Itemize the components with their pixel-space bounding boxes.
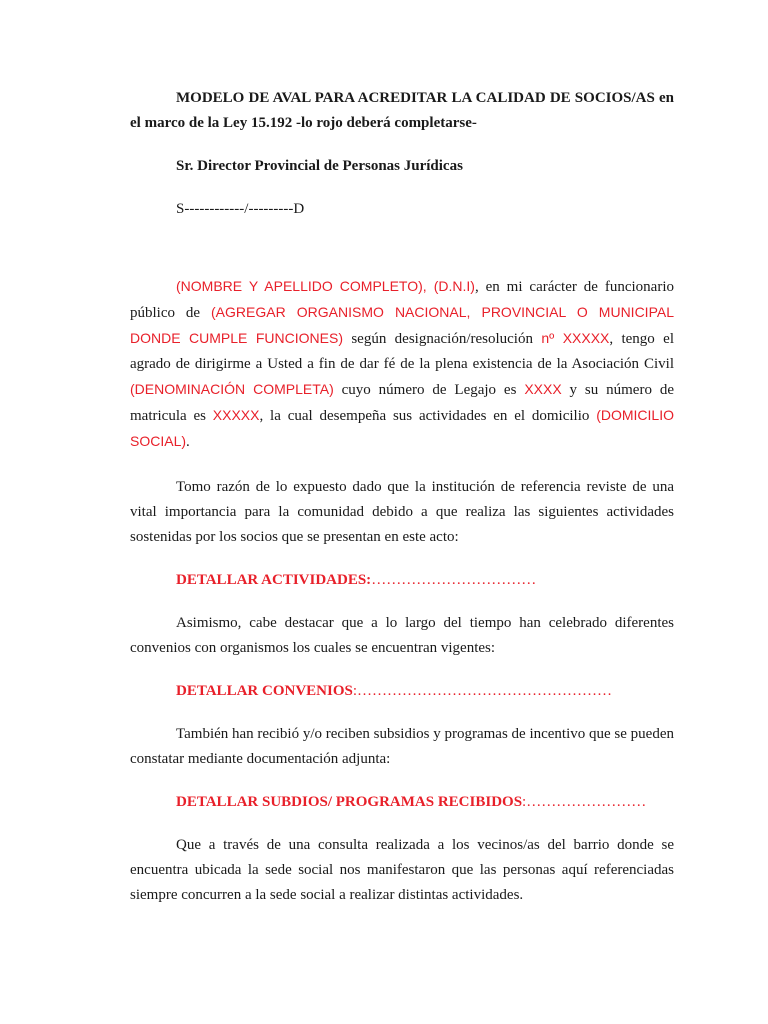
field-subsidies bbox=[130, 790, 674, 815]
field-agreements bbox=[130, 679, 674, 704]
intro-text-7: . bbox=[186, 434, 190, 450]
paragraph-activities-intro: Tomo razón de lo expuesto dado que la institución de referencia reviste de una vital importancia para la comunidad debido a que realiza las siguientes actividades sostenidas por los socios que se presentan en este acto: bbox=[130, 479, 674, 545]
paragraph-neighbors: Que a través de una consulta realizada a los vecinos/as del barrio donde se encuentra ubicada la sede social nos manifestaron que las personas aquí referenciadas siempre concurren a la sede social a realizar distintas actividades. bbox=[130, 837, 674, 903]
salutation: S------------/---------D bbox=[176, 201, 305, 217]
document-body bbox=[130, 86, 674, 908]
field-activities bbox=[130, 568, 674, 593]
field-subsidies-label: DETALLAR SUBDIOS/ PROGRAMAS RECIBIDOS bbox=[176, 794, 523, 810]
field-subsidies-dots: :…………………… bbox=[522, 794, 647, 810]
field-agreements-label: DETALLAR CONVENIOS bbox=[176, 683, 353, 699]
paragraph-subsidies-intro: También han recibió y/o reciben subsidios y programas de incentivo que se pueden constatar mediante documentación adjunta: bbox=[130, 726, 674, 767]
intro-text-3: , tengo el agrado de dirigirme a Usted a fin de dar fé de la plena existencia de la Asociación Civil bbox=[130, 331, 674, 372]
intro-text-1: , en mi carácter de funcionario público de bbox=[130, 279, 674, 321]
paragraph-agreements-intro: Asimismo, cabe destacar que a lo largo del tiempo han celebrado diferentes convenios con organismos los cuales se encuentran vigentes: bbox=[130, 615, 674, 656]
field-activities-label: DETALLAR ACTIVIDADES: bbox=[176, 572, 372, 588]
title-main: MODELO DE AVAL PARA ACREDITAR LA CALIDAD DE SOCIOS/AS en el marco de la Ley 15.192 bbox=[130, 90, 674, 131]
intro-text-5: y su número de matricula es bbox=[130, 382, 674, 424]
field-legajo: XXXX bbox=[524, 381, 562, 397]
field-name-dni: (NOMBRE Y APELLIDO COMPLETO), (D.N.I) bbox=[176, 278, 475, 294]
title-note: -lo rojo deberá completarse- bbox=[292, 115, 477, 131]
addressee: Sr. Director Provincial de Personas Jurídicas bbox=[176, 158, 463, 174]
intro-text-4: cuyo número de Legajo es bbox=[333, 382, 525, 398]
paragraph-intro bbox=[130, 274, 674, 455]
intro-text-6: , la cual desempeña sus actividades en el domicilio bbox=[259, 408, 597, 424]
field-matricula: XXXXX bbox=[212, 407, 260, 423]
field-agreements-dots: :…………………………………………… bbox=[352, 683, 613, 699]
field-domicile: (DOMICILIO SOCIAL) bbox=[130, 407, 674, 449]
document-title bbox=[130, 86, 674, 136]
field-denomination: (DENOMINACIÓN COMPLETA) bbox=[130, 381, 334, 397]
intro-text-2: según designación/resolución bbox=[342, 331, 542, 347]
field-organism: (AGREGAR ORGANISMO NACIONAL, PROVINCIAL O MUNICIPAL DONDE CUMPLE FUNCIONES) bbox=[130, 304, 674, 346]
field-activities-dots: …………………………… bbox=[371, 572, 537, 588]
field-resolution: nº XXXXX bbox=[541, 330, 610, 346]
